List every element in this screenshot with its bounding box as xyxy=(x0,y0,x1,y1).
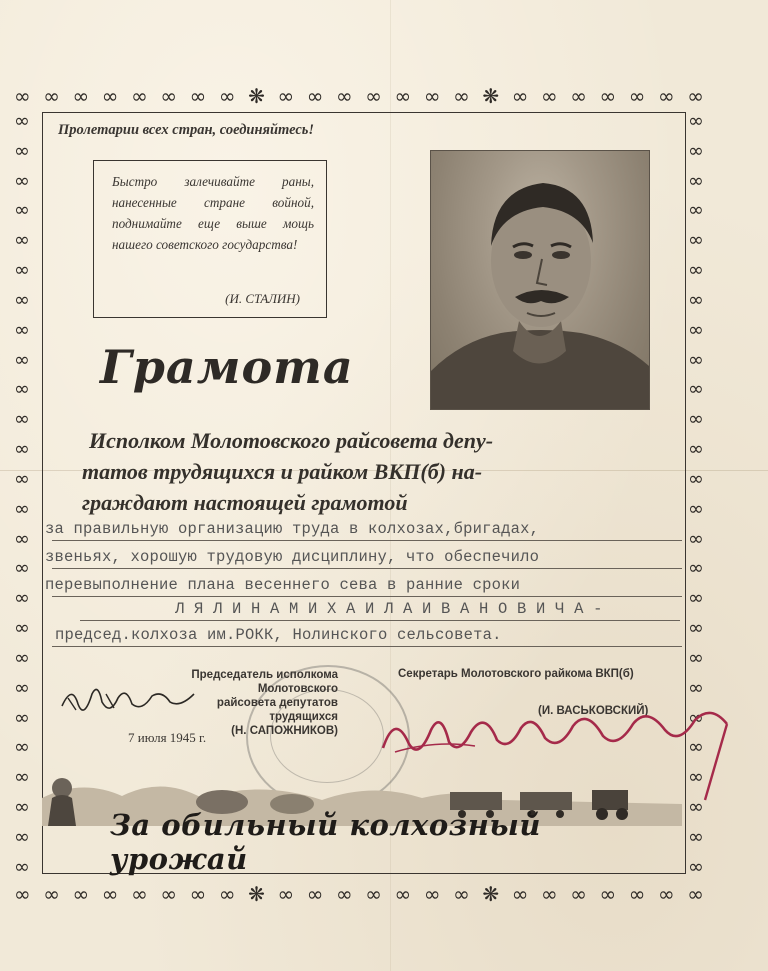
ornament-icon: ∞ xyxy=(306,84,324,108)
ornament-icon: ∞ xyxy=(14,676,30,699)
ornament-icon: ∞ xyxy=(14,527,30,550)
ornament-icon: ∞ xyxy=(14,497,30,520)
ornament-icon: ∞ xyxy=(14,110,30,132)
ornament-icon: ∞ xyxy=(14,882,31,906)
ornament-icon: ∞ xyxy=(160,882,177,906)
ornament-icon: ∞ xyxy=(14,825,30,848)
ornament-icon: ∞ xyxy=(72,84,90,108)
ornament-icon: ∞ xyxy=(336,882,353,906)
ornament-icon: ∞ xyxy=(453,84,470,108)
ornament-icon: ∞ xyxy=(688,825,704,848)
quote-box xyxy=(93,160,327,318)
ornament-icon: ∞ xyxy=(511,84,529,108)
ornament-icon: ∞ xyxy=(14,408,30,431)
ornament-icon: ∞ xyxy=(189,882,207,906)
ornament-icon: ∞ xyxy=(688,557,704,580)
ornament-icon: ❋ xyxy=(248,84,265,108)
underline xyxy=(52,568,682,569)
ornament-icon: ∞ xyxy=(570,882,587,906)
ornament-icon: ∞ xyxy=(628,882,646,906)
motto: Пролетарии всех стран, соединяйтесь! xyxy=(58,122,315,138)
ornament-icon: ∞ xyxy=(14,229,30,252)
ornament-icon: ∞ xyxy=(14,84,31,108)
ornament-icon: ∞ xyxy=(277,882,295,906)
ornament-icon: ∞ xyxy=(688,587,704,610)
ornament-icon: ∞ xyxy=(423,84,441,108)
recipient-position: председ.колхоза им.РОКК, Нолинского сельсовета. xyxy=(55,626,502,644)
ornament-icon: ∞ xyxy=(688,438,704,461)
ornament-icon: ∞ xyxy=(14,617,30,640)
ornament-icon: ∞ xyxy=(688,646,704,669)
ornament-icon: ∞ xyxy=(688,139,704,162)
ornament-icon: ∞ xyxy=(14,378,30,401)
ornament-icon: ∞ xyxy=(688,259,704,282)
ornament-icon: ∞ xyxy=(14,706,30,729)
ornament-icon: ∞ xyxy=(14,259,30,282)
ornament-icon: ∞ xyxy=(14,438,30,461)
typed-line: перевыполнение плана весеннего сева в ранние сроки xyxy=(45,576,521,594)
ornament-icon: ∞ xyxy=(688,199,704,222)
ornament-icon: ∞ xyxy=(688,288,704,311)
ornament-icon: ∞ xyxy=(43,84,60,108)
ornament-icon: ∞ xyxy=(688,318,704,341)
underline xyxy=(52,596,682,597)
quote-author: (И. СТАЛИН) xyxy=(225,291,300,306)
signatory-title-line: Председатель исполкома Молотовского xyxy=(191,669,338,695)
ornament-icon: ∞ xyxy=(394,882,412,906)
ornament-icon: ∞ xyxy=(687,84,704,108)
ornament-icon: ∞ xyxy=(688,408,704,431)
right-signatory-name: (И. ВАСЬКОВСКИЙ) xyxy=(538,705,649,717)
ornament-icon: ∞ xyxy=(688,527,704,550)
ornament-icon: ∞ xyxy=(218,84,236,108)
typed-line: звеньях, хорошую трудовую дисциплину, что обеспечило xyxy=(45,548,540,566)
ornament-icon: ∞ xyxy=(14,199,30,222)
ornament-icon: ∞ xyxy=(628,84,646,108)
ornament-icon: ∞ xyxy=(14,288,30,311)
ornament-border-bottom xyxy=(14,884,704,904)
portrait-illustration xyxy=(431,151,649,409)
ornament-icon: ∞ xyxy=(14,766,30,789)
right-signatory-title: Секретарь Молотовского райкома ВКП(б) xyxy=(398,668,634,680)
slogan-banner: За обильный колхозный урожай xyxy=(110,808,541,876)
ornament-icon: ∞ xyxy=(365,882,382,906)
ornament-icon: ∞ xyxy=(688,378,704,401)
ornament-icon: ❋ xyxy=(482,882,500,906)
ornament-icon: ∞ xyxy=(570,84,587,108)
ornament-border-left xyxy=(14,112,30,877)
ornament-icon: ∞ xyxy=(688,676,704,699)
ornament-icon: ∞ xyxy=(336,84,353,108)
ornament-icon: ∞ xyxy=(687,882,704,906)
ornament-icon: ∞ xyxy=(688,736,704,759)
ornament-icon: ∞ xyxy=(394,84,412,108)
ornament-icon: ❋ xyxy=(248,882,265,906)
ornament-icon: ∞ xyxy=(14,467,30,490)
ornament-icon: ∞ xyxy=(423,882,441,906)
quote-text: Быстро залечивайте раны, нанесенные стране войной, поднимайте еще выше мощь нашего советского государства! xyxy=(112,174,314,252)
ornament-icon: ∞ xyxy=(688,497,704,520)
ornament-icon: ∞ xyxy=(14,736,30,759)
ornament-icon: ∞ xyxy=(599,882,617,906)
ornament-icon: ∞ xyxy=(688,169,704,192)
left-signatory-name: (Н. САПОЖНИКОВ) xyxy=(231,725,338,737)
ornament-icon: ❋ xyxy=(482,84,500,108)
ornament-icon: ∞ xyxy=(365,84,382,108)
ornament-icon: ∞ xyxy=(511,882,529,906)
ornament-icon: ∞ xyxy=(688,467,704,490)
ornament-icon: ∞ xyxy=(189,84,207,108)
left-signature xyxy=(58,676,208,726)
ornament-icon: ∞ xyxy=(101,84,119,108)
ornament-icon: ∞ xyxy=(688,110,704,132)
award-heading xyxy=(82,425,682,518)
ornament-icon: ∞ xyxy=(72,882,90,906)
ornament-icon: ∞ xyxy=(218,882,236,906)
ornament-icon: ∞ xyxy=(14,557,30,580)
ornament-icon: ∞ xyxy=(658,882,675,906)
certificate-title: Грамота xyxy=(100,340,354,394)
ornament-icon: ∞ xyxy=(131,882,148,906)
ornament-icon: ∞ xyxy=(14,587,30,610)
ornament-icon: ∞ xyxy=(14,855,30,878)
ornament-icon: ∞ xyxy=(14,348,30,371)
heading-line: Исполком Молотовского райсовета депу- xyxy=(89,428,494,453)
ornament-icon: ∞ xyxy=(160,84,177,108)
ornament-icon: ∞ xyxy=(277,84,295,108)
ornament-icon: ∞ xyxy=(658,84,675,108)
ornament-icon: ∞ xyxy=(131,84,148,108)
typed-line: за правильную организацию труда в колхозах,бригадах, xyxy=(45,520,540,538)
ornament-icon: ∞ xyxy=(14,646,30,669)
ornament-icon: ∞ xyxy=(14,318,30,341)
ornament-icon: ∞ xyxy=(599,84,617,108)
ornament-icon: ∞ xyxy=(688,855,704,878)
recipient-name: Л Я Л И Н А М И Х А И Л А И В А Н О В И Ч А - xyxy=(175,600,603,618)
heading-line: татов трудящихся и райком ВКП(б) на- xyxy=(82,459,483,484)
ornament-border-top xyxy=(14,86,704,106)
ornament-icon: ∞ xyxy=(306,882,324,906)
ornament-icon: ∞ xyxy=(453,882,470,906)
ornament-icon: ∞ xyxy=(688,229,704,252)
issue-date: 7 июля 1945 г. xyxy=(128,730,207,745)
ornament-icon: ∞ xyxy=(688,348,704,371)
ornament-icon: ∞ xyxy=(540,84,558,108)
underline xyxy=(80,620,680,621)
ornament-icon: ∞ xyxy=(101,882,119,906)
ornament-icon: ∞ xyxy=(43,882,60,906)
ornament-icon: ∞ xyxy=(688,706,704,729)
ornament-icon: ∞ xyxy=(688,796,704,819)
heading-line: граждают настоящей грамотой xyxy=(82,490,408,515)
underline xyxy=(52,646,682,647)
portrait-image xyxy=(430,150,650,410)
ornament-icon: ∞ xyxy=(688,766,704,789)
ornament-icon: ∞ xyxy=(540,882,558,906)
ornament-icon: ∞ xyxy=(14,796,30,819)
ornament-icon: ∞ xyxy=(688,617,704,640)
signatory-title-line: райсовета депутатов трудящихся xyxy=(216,697,338,723)
underline xyxy=(52,540,682,541)
ornament-icon: ∞ xyxy=(14,139,30,162)
ornament-icon: ∞ xyxy=(14,169,30,192)
